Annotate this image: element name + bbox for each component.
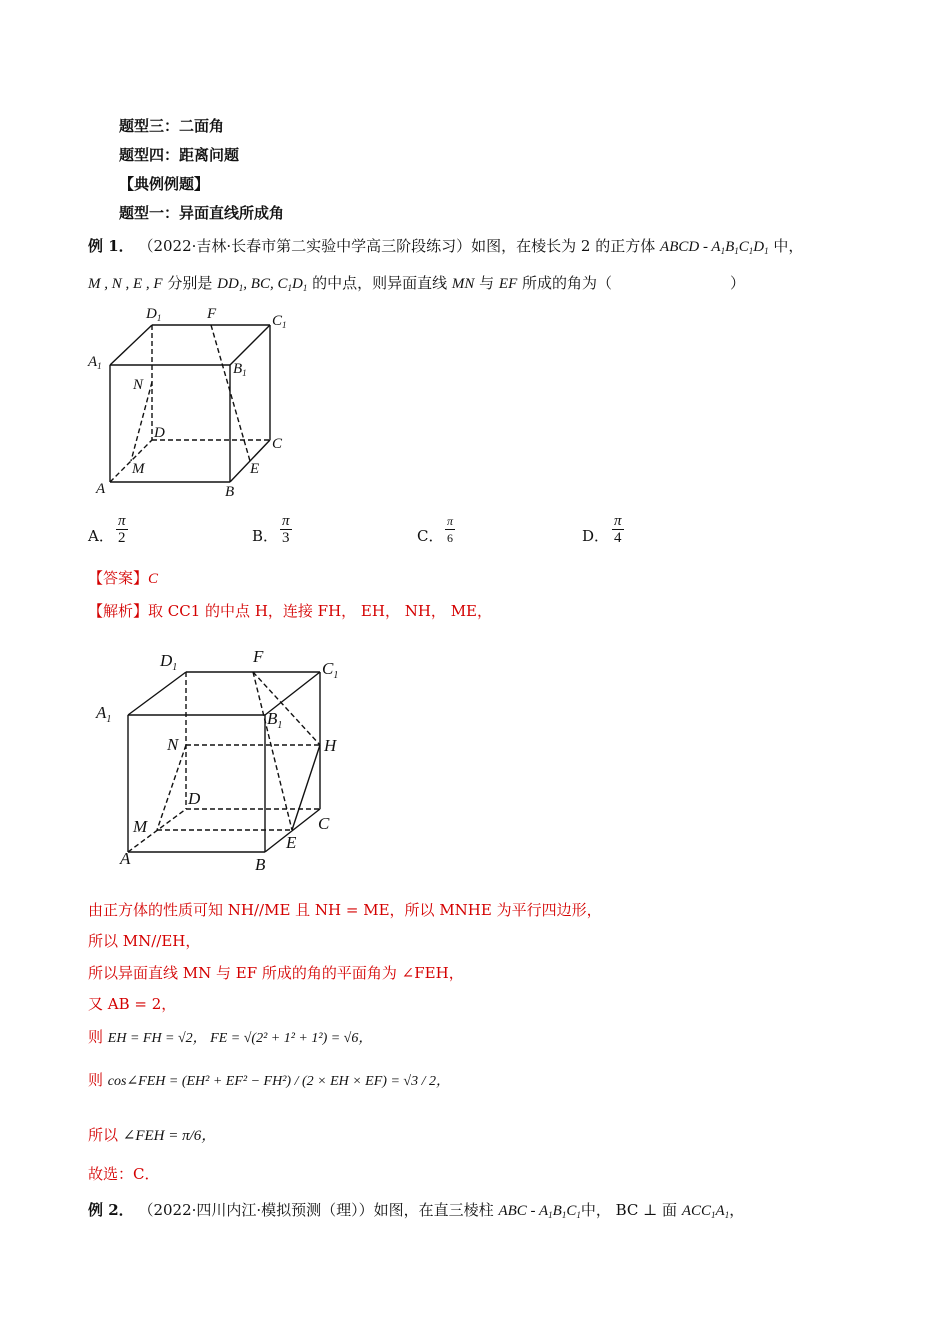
option-den: 2 xyxy=(118,530,126,546)
example2-text: （2022·四川内江·模拟预测（理））如图，在直三棱柱 xyxy=(138,1201,494,1219)
heading-type3: 题型三：二面角 xyxy=(119,117,225,135)
option-letter: B． xyxy=(252,527,279,545)
cube-name: ABCD - $A_1B_1C_1D_1$ xyxy=(660,239,769,256)
label-d: D xyxy=(154,425,165,441)
heading-type4: 题型四：距离问题 xyxy=(119,146,240,164)
label-c1: $C_1$ xyxy=(322,659,339,681)
prism-name: ABC - $A_1B_1C_1$ xyxy=(498,1203,581,1220)
option-letter: C． xyxy=(417,527,444,545)
edges-list: $DD_1$, BC, $C_1D_1$ xyxy=(217,276,308,293)
segment-mn xyxy=(131,382,152,461)
answer-line xyxy=(88,568,158,589)
label-n: N xyxy=(133,377,144,393)
formula-lengths: EH = FH = √2， FE = √(2² + 1² + 1²) = √6， xyxy=(107,1031,373,1046)
option-letter: D． xyxy=(582,527,610,545)
label-f: F xyxy=(207,306,217,322)
label-a: A xyxy=(96,481,106,497)
face-name: $ACC_1A_1$ xyxy=(681,1203,730,1220)
text: 的中点，则异面直线 xyxy=(307,274,452,292)
formula-cosine: cos∠FEH = (EH² + EF² − FH²) / (2 × EH × EF) = √3 / 2， xyxy=(107,1074,450,1089)
option-c[interactable] xyxy=(417,513,454,557)
solution-line-3: 所以异面直线 MN 与 EF 所成的角的平面角为 ∠FEH， xyxy=(88,964,464,982)
label-h: H xyxy=(324,736,337,755)
text: 中， BC ⊥ 面 xyxy=(580,1201,682,1219)
option-num: π xyxy=(282,513,290,529)
segment-he xyxy=(292,745,320,830)
answer-label: 【答案】 xyxy=(88,569,149,587)
example1-line1 xyxy=(88,236,803,261)
label-f: F xyxy=(253,647,264,666)
points-list: M , N , E , F xyxy=(88,276,163,292)
heading-type1: 题型一：异面直线所成角 xyxy=(119,204,285,222)
text: 则 xyxy=(88,1071,108,1089)
label-c1: $C_1$ xyxy=(272,313,287,330)
text: ） xyxy=(730,274,746,292)
edge xyxy=(110,325,152,365)
solution-line-8: 故选：C． xyxy=(88,1165,160,1183)
label-m: M xyxy=(133,817,148,836)
label-e: E xyxy=(250,461,260,477)
analysis-text: 取 CC1 的中点 H，连接 FH， EH， NH， ME， xyxy=(148,602,493,620)
label-b1: $B_1$ xyxy=(267,709,283,731)
analysis-line xyxy=(88,601,492,621)
solution-line-5 xyxy=(88,1027,372,1049)
solution-line-7 xyxy=(88,1125,216,1146)
label-m: M xyxy=(132,461,145,477)
label-e: E xyxy=(286,833,297,852)
line-mn: MN xyxy=(451,276,475,292)
label-a1: $A_1$ xyxy=(88,354,102,371)
label-b1: $B_1$ xyxy=(233,361,247,378)
label-a: A xyxy=(120,849,131,868)
formula-angle: ∠FEH = π/6， xyxy=(122,1128,217,1144)
edge xyxy=(128,672,186,715)
option-den: 4 xyxy=(614,530,622,546)
label-d: D xyxy=(188,789,201,808)
example1-mid: 中， xyxy=(773,237,804,255)
solution-line-2: 所以 MN//EH， xyxy=(88,932,201,950)
segment-mn xyxy=(157,745,186,830)
example1-source: （2022·吉林·长春市第二实验中学高三阶段练习）如图，在棱长为 2 的正方体 xyxy=(138,237,656,255)
option-num: π xyxy=(614,513,622,529)
option-num: π xyxy=(118,513,126,529)
analysis-label: 【解析】 xyxy=(88,602,149,620)
label-b: B xyxy=(255,855,266,874)
example2-label: 例 2． xyxy=(88,1201,134,1219)
edge xyxy=(230,325,270,365)
heading-examples: 【典例例题】 xyxy=(119,175,210,193)
text: 分别是 xyxy=(162,274,218,292)
option-letter: A． xyxy=(88,527,114,545)
example2-line xyxy=(88,1200,744,1225)
label-c: C xyxy=(318,814,330,833)
option-den: 6 xyxy=(447,531,453,545)
text: 则 xyxy=(88,1028,108,1046)
option-b[interactable] xyxy=(252,513,290,557)
label-b: B xyxy=(225,484,235,500)
text: 所成的角为（ xyxy=(517,274,613,292)
solution-line-6 xyxy=(88,1070,450,1092)
answer-value: C xyxy=(148,571,159,587)
option-a[interactable] xyxy=(88,513,126,557)
segment-fh xyxy=(253,672,320,745)
example1-line2 xyxy=(88,273,745,298)
label-n: N xyxy=(167,735,179,754)
text: 所以 xyxy=(88,1126,123,1144)
example1-label: 例 1． xyxy=(88,237,134,255)
solution-line-4: 又 AB = 2， xyxy=(88,995,177,1013)
option-num: π xyxy=(447,514,454,528)
text: ， xyxy=(729,1201,745,1219)
option-d[interactable] xyxy=(582,513,622,557)
segment-fe xyxy=(253,672,292,830)
label-c: C xyxy=(272,436,283,452)
cube-figure-2 xyxy=(90,642,360,878)
cube-figure-1 xyxy=(80,300,320,505)
label-d1: $D_1$ xyxy=(146,306,162,323)
label-d1: $D_1$ xyxy=(160,651,178,673)
text: 与 xyxy=(474,274,499,292)
option-den: 3 xyxy=(282,530,290,546)
label-a1: $A_1$ xyxy=(96,703,112,725)
line-ef: EF xyxy=(498,276,518,292)
solution-line-1: 由正方体的性质可知 NH//ME 且 NH = ME，所以 MNHE 为平行四边形， xyxy=(88,901,602,919)
